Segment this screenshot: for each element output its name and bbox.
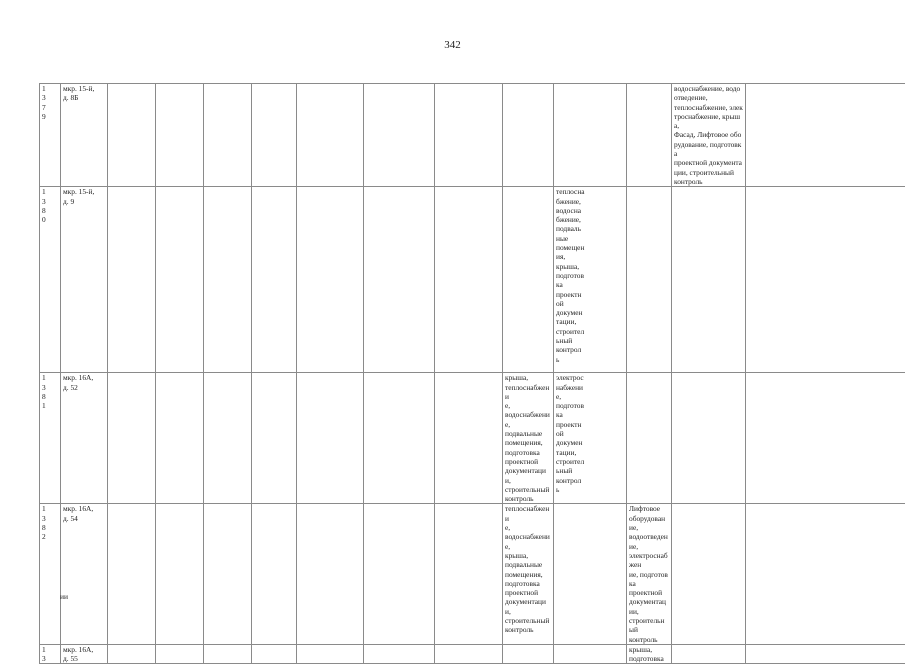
table-cell (435, 187, 503, 373)
row-number-cell: 1 3 7 9 (40, 84, 61, 187)
table-cell (503, 187, 554, 373)
table-row (40, 504, 905, 644)
table-cell (435, 644, 503, 664)
table-cell (503, 644, 554, 664)
address-cell: мкр. 15-й, д. 8Б (61, 84, 108, 187)
table-cell (746, 187, 905, 373)
table-cell (108, 84, 156, 187)
table-cell: крыша, теплоснабжени е, водоснабжение, подвальные помещения, подготовка проектной документации, строительный контроль (503, 373, 554, 504)
table-cell (627, 187, 672, 373)
table-cell (746, 504, 905, 644)
table-cell (252, 504, 297, 644)
address-cell: мкр. 16А, д. 54 (61, 504, 108, 644)
table-cell (156, 84, 204, 187)
table-cell (364, 504, 435, 644)
table-cell (204, 84, 252, 187)
table-cell (156, 187, 204, 373)
table-cell (297, 644, 364, 664)
table-cell (435, 504, 503, 644)
table-cell (364, 373, 435, 504)
row-number-cell: 1 3 8 0 (40, 187, 61, 373)
table-cell: водоснабжение, водоотведение, теплоснабжение, электроснабжение, крыша, Фасад, Лифтовое оборудование, подготовка проектной документации, строительный контроль (672, 84, 746, 187)
table-row (40, 84, 905, 187)
table-cell (364, 644, 435, 664)
table-cell (252, 644, 297, 664)
table-cell: электрос набжени е, подготов ка проектн ой докумен тации, строител ьный контрол ь (554, 373, 627, 504)
table-cell: Лифтовое оборудование, водоотведение, электроснабжен ие, подготовка проектной документации, строительный контроль (627, 504, 672, 644)
table-cell (554, 504, 627, 644)
table-row (40, 187, 905, 373)
row-number-cell: 1 3 8 1 (40, 373, 61, 504)
table-cell: крыша, подготовка (627, 644, 672, 664)
table-cell (297, 187, 364, 373)
table-cell (554, 644, 627, 664)
table-cell (297, 84, 364, 187)
table-row (40, 373, 905, 504)
table-cell (672, 644, 746, 664)
table-cell (435, 373, 503, 504)
table-cell: теплоснабжени е, водоснабжение, крыша, подвальные помещения, подготовка проектной документации, строительный контроль (503, 504, 554, 644)
address-cell: мкр. 15-й, д. 9 (61, 187, 108, 373)
table-cell (364, 84, 435, 187)
table-cell (746, 644, 905, 664)
table-cell (204, 644, 252, 664)
table-cell (108, 373, 156, 504)
table-cell (746, 84, 905, 187)
table-cell (156, 504, 204, 644)
address-cell: мкр. 16А, д. 52 (61, 373, 108, 504)
table-cell (108, 644, 156, 664)
table-cell (554, 84, 627, 187)
table-cell (252, 373, 297, 504)
table-cell (746, 373, 905, 504)
table-cell (364, 187, 435, 373)
page-number: 342 (0, 39, 905, 51)
table-cell (672, 373, 746, 504)
footer-mark: ии (60, 592, 68, 601)
table-cell: теплосна бжение, водосна бжение, подваль ные помещен ия, крыша, подготов ка проектн ой докумен тации, строител ьный контрол ь (554, 187, 627, 373)
address-cell: мкр. 16А, д. 55 (61, 644, 108, 664)
table-cell (108, 504, 156, 644)
table-cell (435, 84, 503, 187)
table-cell (204, 504, 252, 644)
table-cell (252, 187, 297, 373)
table-cell (156, 644, 204, 664)
table-cell (297, 504, 364, 644)
row-number-cell: 1 3 8 2 (40, 504, 61, 644)
table-cell (204, 187, 252, 373)
table-cell (156, 373, 204, 504)
table-cell (252, 84, 297, 187)
table-row (40, 644, 905, 664)
row-number-cell: 1 3 (40, 644, 61, 664)
table-cell (672, 187, 746, 373)
capital-repair-table (39, 83, 905, 664)
table-cell (108, 187, 156, 373)
table-cell (672, 504, 746, 644)
table-cell (627, 373, 672, 504)
table-cell (627, 84, 672, 187)
table-cell (297, 373, 364, 504)
table-cell (503, 84, 554, 187)
table-cell (204, 373, 252, 504)
